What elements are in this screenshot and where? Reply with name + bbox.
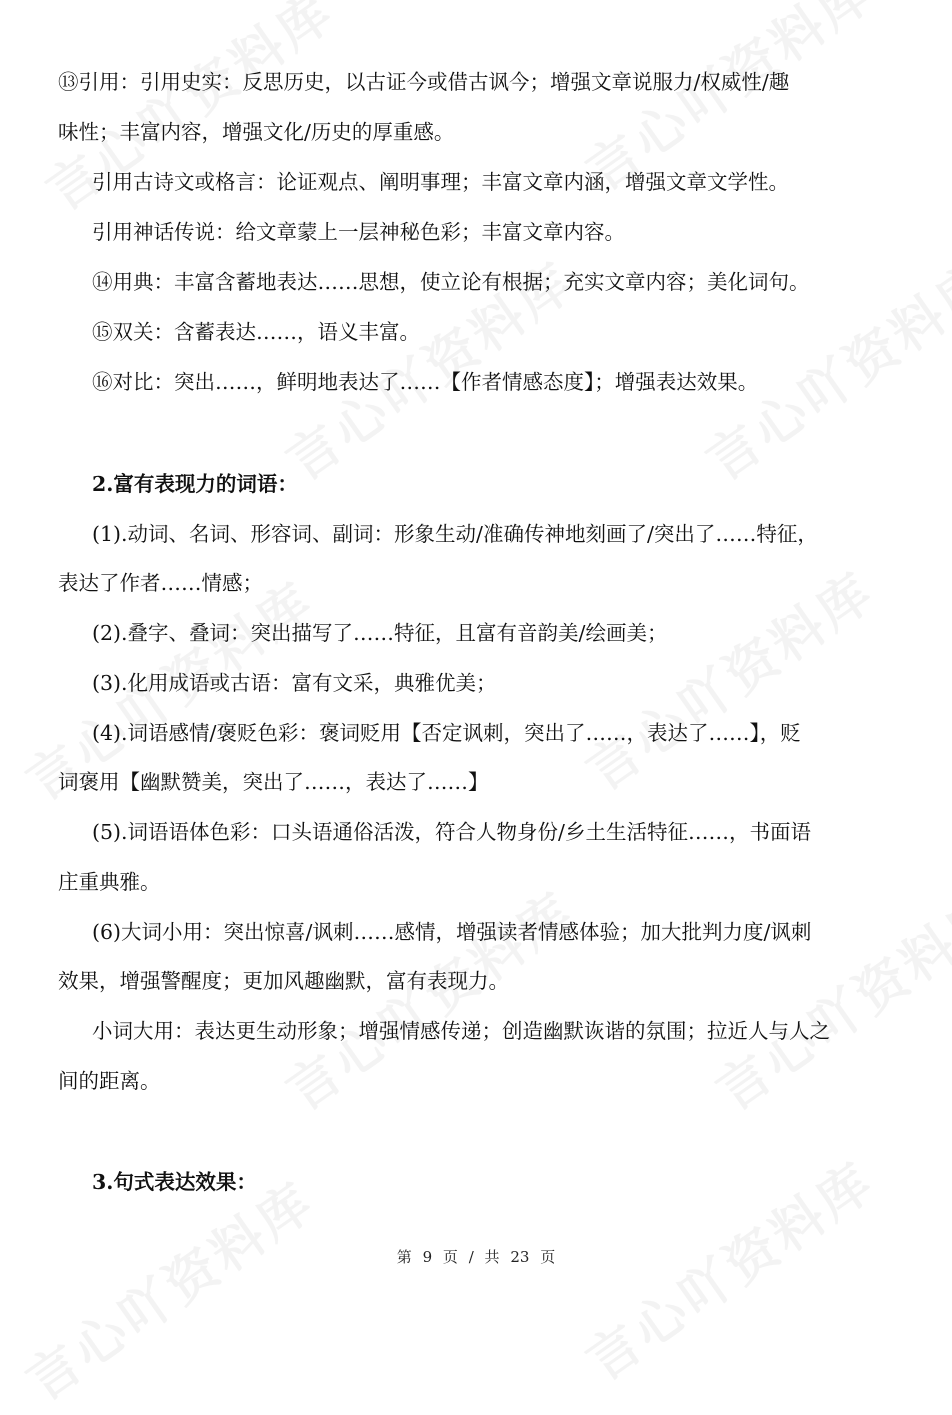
item-16-contrast: ⑯对比：突出……，鲜明地表达了……【作者情感态度】；增强表达效果。 xyxy=(92,370,759,394)
section-2-line: 小词大用：表达更生动形象；增强情感传递；创造幽默诙谐的氛围；拉近人与人之 xyxy=(92,1019,830,1043)
section-2-line: 庄重典雅。 xyxy=(58,870,161,894)
section-2-line: (6)大词小用：突出惊喜/讽刺……感情，增强读者情感体验；加大批判力度/讽刺 xyxy=(92,920,812,944)
item-quote-poetry: 引用古诗文或格言：论证观点、阐明事理；丰富文章内涵，增强文章文学性。 xyxy=(92,170,789,194)
page-footer xyxy=(0,1246,952,1268)
section-2-line: (5).词语语体色彩：口头语通俗活泼，符合人物身份/乡土生活特征……，书面语 xyxy=(92,820,811,844)
item-13-quotation-cont: 味性；丰富内容，增强文化/历史的厚重感。 xyxy=(58,120,455,144)
footer-total-word: 页 xyxy=(540,1248,556,1266)
section-2-line: 词褒用【幽默赞美，突出了……，表达了……】 xyxy=(58,770,489,794)
item-14-allusion: ⑭用典：丰富含蓄地表达……思想，使立论有根据；充实文章内容；美化词句。 xyxy=(92,270,810,294)
section-2-line: (3).化用成语或古语：富有文采，典雅优美； xyxy=(92,671,497,695)
footer-page-prefix: 第 xyxy=(396,1248,412,1266)
section-2-line: 表达了作者……情感； xyxy=(58,571,263,595)
section-2-line: (4).词语感情/褒贬色彩：褒词贬用【否定讽刺，突出了……，表达了……】，贬 xyxy=(92,721,801,745)
watermark-text xyxy=(9,1160,327,1414)
section-2-line: 间的距离。 xyxy=(58,1069,161,1093)
footer-page-word: 页 xyxy=(442,1248,458,1266)
item-13-quotation: ⑬引用：引用史实：反思历史，以古证今或借古讽今；增强文章说服力/权威性/趣 xyxy=(58,70,790,94)
section-2-heading: 2.富有表现力的词语： xyxy=(92,472,298,496)
item-quote-myth: 引用神话传说：给文章蒙上一层神秘色彩；丰富文章内容。 xyxy=(92,220,625,244)
section-2-line: (2).叠字、叠词：突出描写了……特征，且富有音韵美/绘画美； xyxy=(92,621,668,645)
section-2-line: (1).动词、名词、形容词、副词：形象生动/准确传神地刻画了/突出了……特征， xyxy=(92,522,818,546)
footer-separator: / xyxy=(468,1248,474,1266)
footer-total-prefix: 共 xyxy=(484,1248,500,1266)
item-15-pun: ⑮双关：含蓄表达……，语义丰富。 xyxy=(92,320,420,344)
footer-page-number: 9 xyxy=(422,1248,433,1266)
section-3-heading: 3.句式表达效果： xyxy=(92,1170,257,1194)
footer-total-pages: 23 xyxy=(510,1248,530,1266)
section-2-line: 效果，增强警醒度；更加风趣幽默，富有表现力。 xyxy=(58,969,509,993)
